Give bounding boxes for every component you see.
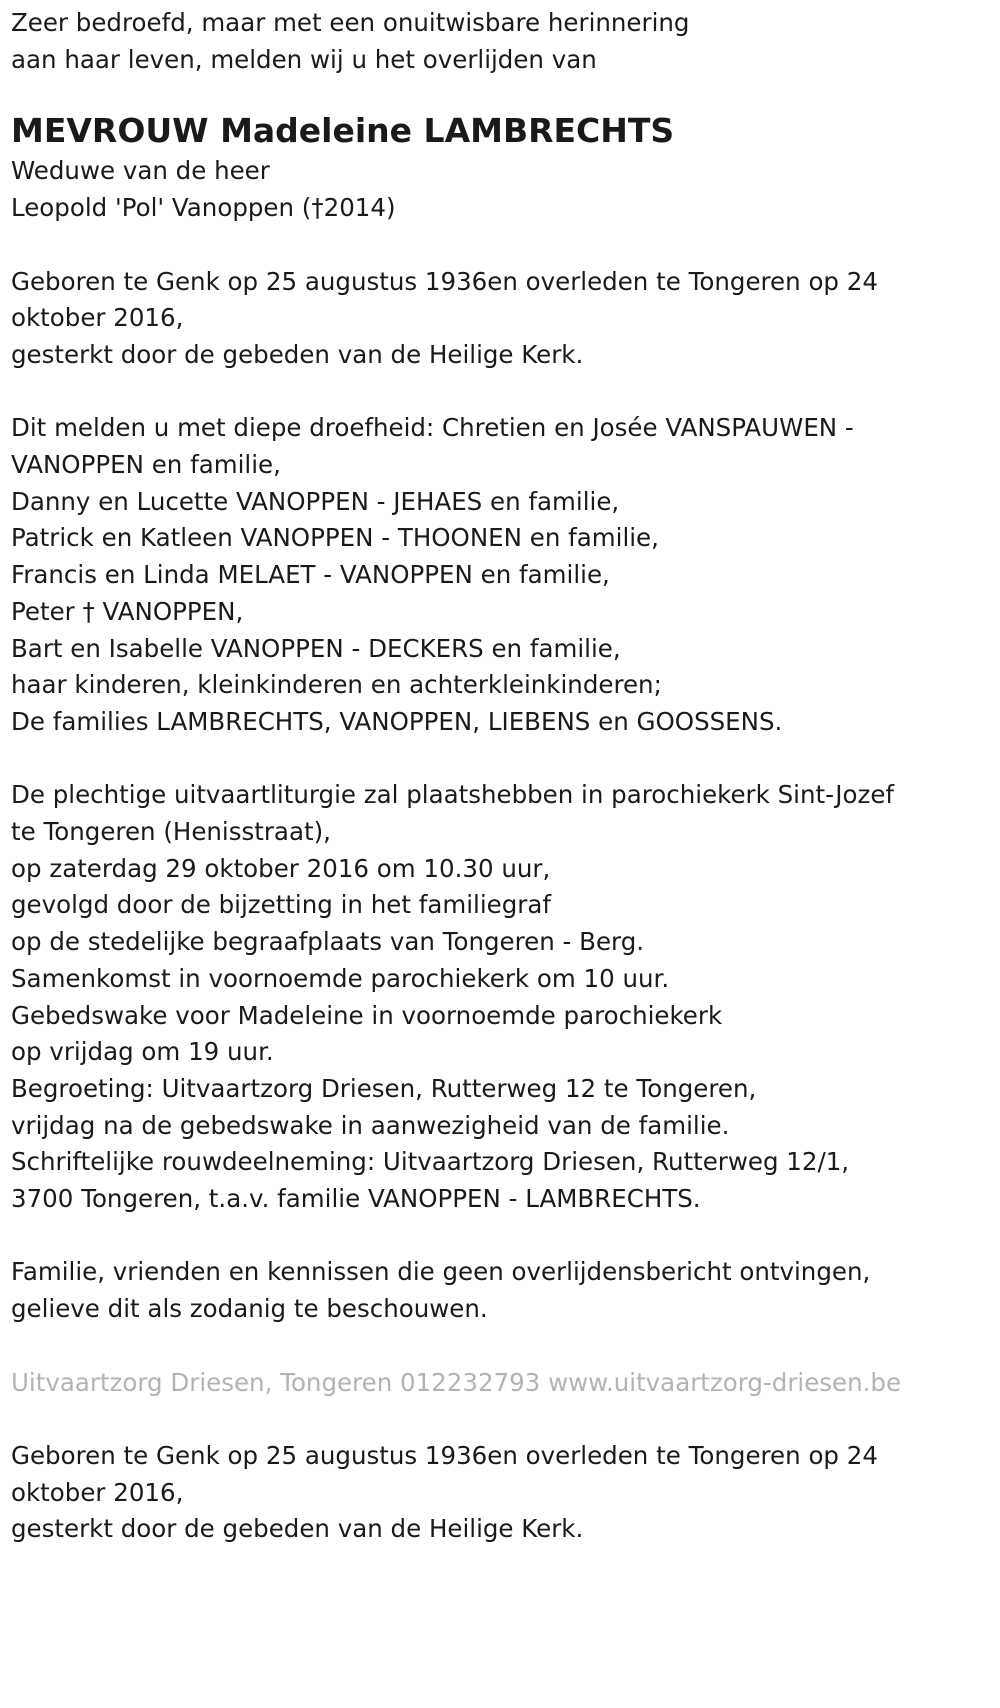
obituary-notice [11, 5, 991, 1548]
birth-death-section [11, 264, 991, 374]
birth-death-line: Geboren te Genk op 25 augustus 1936en overleden te Tongeren op 24 [11, 266, 878, 296]
family-line: Bart en Isabelle VANOPPEN - DECKERS en familie, [11, 633, 621, 663]
family-line: VANOPPEN en familie, [11, 450, 281, 479]
birth-death-repeat-section [11, 1438, 991, 1548]
ceremony-line: 3700 Tongeren, t.a.v. familie VANOPPEN - LAMBRECHTS. [11, 1184, 701, 1214]
family-line: Peter † VANOPPEN, [11, 596, 244, 626]
family-line: haar kinderen, kleinkinderen en achterkleinkinderen; [11, 670, 662, 700]
ceremony-line: Samenkomst in voornoemde parochiekerk om 10 uur. [11, 963, 670, 993]
ceremony-line: Begroeting: Uitvaartzorg Driesen, Rutterweg 12 te Tongeren, [11, 1073, 757, 1103]
funeral-home-footer: Uitvaartzorg Driesen, Tongeren 012232793 www.uitvaartzorg-driesen.be [11, 1367, 902, 1397]
ceremony-line: op zaterdag 29 oktober 2016 om 10.30 uur, [11, 853, 551, 883]
family-section [11, 410, 991, 740]
birth-death-line: oktober 2016, [11, 303, 184, 333]
family-line: Francis en Linda MELAET - VANOPPEN en familie, [11, 560, 610, 590]
ceremony-line: op vrijdag om 19 uur. [11, 1037, 274, 1067]
birth-death-line: gesterkt door de gebeden van de Heilige Kerk. [11, 339, 584, 369]
birth-death-line: oktober 2016, [11, 1477, 184, 1507]
spouse-section [11, 153, 991, 226]
ceremony-section [11, 777, 991, 1217]
ceremony-line: op de stedelijke begraafplaats van Tongeren - Berg. [11, 927, 645, 957]
deceased-name: MEVROUW Madeleine LAMBRECHTS [11, 111, 675, 151]
birth-death-line: gesterkt door de gebeden van de Heilige Kerk. [11, 1514, 584, 1544]
ceremony-line: vrijdag na de gebedswake in aanwezigheid van de familie. [11, 1110, 730, 1140]
intro-section [11, 5, 991, 78]
ceremony-line: te Tongeren (Henisstraat), [11, 817, 331, 847]
spouse-line: Leopold 'Pol' Vanoppen (†2014) [11, 193, 396, 223]
ceremony-line: Gebedswake voor Madeleine in voornoemde parochiekerk [11, 1000, 723, 1030]
family-line: De families LAMBRECHTS, VANOPPEN, LIEBENS en GOOSSENS. [11, 706, 783, 736]
notice-line: Familie, vrienden en kennissen die geen overlijdensbericht ontvingen, [11, 1257, 871, 1287]
ceremony-line: gevolgd door de bijzetting in het familiegraf [11, 890, 551, 920]
ceremony-line: De plechtige uitvaartliturgie zal plaatshebben in parochiekerk Sint-Jozef [11, 780, 895, 810]
ceremony-line: Schriftelijke rouwdeelneming: Uitvaartzorg Driesen, Rutterweg 12/1, [11, 1147, 850, 1177]
birth-death-line: Geboren te Genk op 25 augustus 1936en overleden te Tongeren op 24 [11, 1440, 878, 1470]
notice-line: gelieve dit als zodanig te beschouwen. [11, 1294, 488, 1324]
family-line: Patrick en Katleen VANOPPEN - THOONEN en familie, [11, 523, 659, 553]
family-line: Danny en Lucette VANOPPEN - JEHAES en familie, [11, 486, 620, 516]
spouse-line: Weduwe van de heer [11, 156, 270, 186]
family-line: Dit melden u met diepe droefheid: Chretien en Josée VANSPAUWEN - [11, 413, 854, 443]
notice-section [11, 1254, 991, 1327]
intro-line: Zeer bedroefd, maar met een onuitwisbare herinnering [11, 8, 690, 37]
intro-line: aan haar leven, melden wij u het overlijden van [11, 44, 597, 74]
